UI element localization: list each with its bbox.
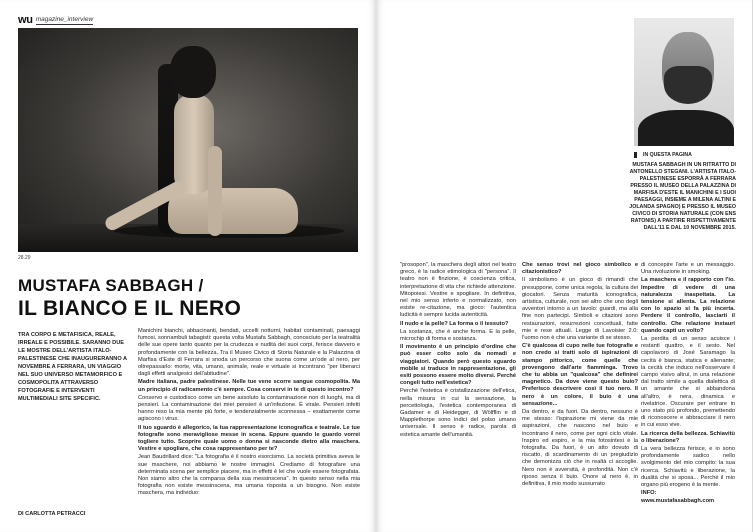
article-title-line1: MUSTAFA SABBAGH /	[18, 276, 204, 295]
interview-question: La ricerca della bellezza. Schiavitù o liberazione?	[641, 430, 735, 444]
info-label: INFO:	[641, 490, 657, 497]
interview-answer: Il simbolismo è un gioco di rimandi che presuppone, come unica regola, la cultura dei giocatori. Senza maturità iconografica, artistica, culturale, non sei altro che uno degli avventori intorno a un tavolo: guardi, ma alla fine non partecipi. Simboli e citazioni sono restaurazioni, resurrezioni concettuali, fatte mie e rese attuali. Legge di Lavoisier 2.0: l'uomo non è che una variante di se stesso.	[522, 277, 638, 342]
interview-question: Che senso trovi nel gioco simbolico e citazionistico?	[522, 262, 638, 276]
info-url: www.mustafasabbagh.com	[641, 497, 715, 504]
interview-answer: Perché l'estetica è cristallizzazione dell'etica, nella misura in cui la sensazione, la percettologia, l'estetica contemporanea di Gadamer e di Heidegger, di Wölfflin e di Mapplethorpe sono indici del polso umano universale. Il senso è radice, parola di estetica amante dell'umanità.	[400, 388, 516, 438]
interview-question: C'è qualcosa di cupo nelle tue fotografie e non credo si tratti solo di ispirazioni di stampo pittorico, come quelle che provengono dall'arte fiamminga. Trovo che tu abbia un "qualcosa" che definirei magnetico. Da dove viene questo buio? Preferisco descrivere così il tuo nero. Il nero è un colore, il buio è una sensazione...	[522, 343, 638, 407]
interview-answer: La perdita di un senso acuisce i restanti quattro, e il sesto. Nel capolavoro di José Saramago la cecità è bianca, statica e alienante; la cecità che induco nell'osservare il campo visivo altrui, in una relazione dal tratto simile a quella dialettica di un amante che si abbandona all'altro, è nera, dinamica e rivelatrice. Oscurare per entrare in uno stato più profondo, premettendo di riconoscere e abbracciare il nero in cui esso vive.	[641, 336, 735, 429]
article-column-2	[522, 262, 638, 489]
magazine-logo: wu	[18, 14, 33, 26]
left-page	[0, 0, 376, 532]
article-title-line2: IL BIANCO E IL NERO	[18, 297, 242, 320]
figure-head	[170, 46, 216, 98]
interview-answer: "prosopon", la maschera degli attori nel teatro greco, è la radice etimologica di "persona". Il teatro non è finzione, è coscienza critica, interpretazione di vita che richiede attenzione. Mitopoiesi. Vestire e spogliare. In definitiva, nel mio senso inferto e normalizzato, non esiste re-citazione, ma gioco: l'autentica ludicità è sempre lucida autenticità.	[400, 262, 516, 319]
article-column-intro	[138, 328, 360, 499]
portrait-caption: MUSTAFA SABBAGH IN UN RITRATTO DI ANTONELLO STEGANI. L'ARTISTA ITALO-PALESTINESE ESPORRÀ A FERRARA PRESSO IL MUSEO DELLA PALAZZINA DI MARFISA D'ESTE IL MANICHINI E I SUOI PAESAGGI, INSIEME A MILENA ALTINI E JOLANDA SPAGNO) E PRESSO IL MUSEO CIVICO DI STORIA NATURALE (CON ENS RATONIS) A PARTIRE RISPETTIVAMENTE DALL'11 E DAL 10 NOVEMBRE 2015.	[629, 162, 736, 231]
article-standfirst: TRA CORPO E METAFISICA, REALE, IRREALE E POSSIBILE. SARANNO DUE LE MOSTRE DELL'ARTISTA ITALO-PALESTINESE CHE INAUGURERANNO A NOVEMBRE A FERRARA, UN VIAGGIO NEL SUO UNIVERSO METAMORFICO E COSMOPOLITA ATTRAVERSO FOTOGRAFIE E INTERVENTI MULTIMEDIALI SITE SPECIFIC.	[18, 332, 127, 402]
interview-question: La maschera e il rapporto con l'io. Impedire di vedere di una naturalezza inaspettata. La tensione si allenta. La relazione con lo spazio si fa più incerta. Perdere il controllo, lasciarti il controllo. Che relazione instauri quando capti un volto?	[641, 277, 735, 334]
interview-question: Il movimento è un principio d'ordine che può esser colto solo da nomadi e viaggiatori. Quando però questo sguardo mobile si traduce in rappresentazione, gli esiti possono essere molto diversi. Perché congeli tutto nell'estetica?	[400, 344, 516, 387]
interview-answer: di concepire l'arte e un messaggio. Una rivoluzione in smoking.	[641, 262, 735, 276]
interview-answer: Conservo e custodisco come un bene assoluto la contaminazione non di luoghi, ma di pensieri. La contaminazione dei miei pensieri è un'infezione. È virale. Pensieri infetti hanno reso la mia mente più forte, e tendenzialmente sconnessa – esattamente come agiscono i virus.	[138, 394, 360, 423]
right-page	[376, 0, 752, 532]
info-block	[641, 490, 735, 504]
caption-heading: IN QUESTA PAGINA	[634, 152, 692, 158]
intro-paragraph: Manichini bianchi, abbacinanti, bendati, uccelli notturni, habitat contaminati, paesaggi fumosi, sonnambuli tabagisti: questa volta Mustafa Sabbagh, conosciuto per la teatralità delle sue opere tanto quanto per la crudezza e nudità dei suoi corpi, ferisce davvero e profondamente con la bellezza. Tra il Museo Civico di Storia Naturale e la Palazzina di Marfisa d'Este di Ferrara si snoda un percorso che suona come un'ode al nero, per oltrepassarlo: morte, vita, umano, animale, reale e virtuale si incontrano "per liberarci dagli effetti analgesici dell'abitudine".	[138, 328, 360, 378]
figure-arm-right	[208, 146, 222, 236]
interview-question: Madre italiana, padre palestinese. Nelle tue vene scorre sangue cosmopolita. Ma un principio di radicamento c'è sempre. Cosa conservi in te di questo incontro?	[138, 379, 360, 393]
artist-portrait-photo	[634, 18, 734, 146]
portrait-beard	[664, 66, 712, 104]
interview-answer: Jean Baudrillard dice: "La fotografia è il nostro esorcismo. La società primitiva aveva le sue maschere, noi abbiamo le nostre immagini. Crediamo di fotografare una determinata scena per semplice piacere, ma in effetti è lei che vuole essere fotografata. Non siamo altro che la comparsa della sua messinscena". In questo senso nella mia fotografia non esiste messinscena, ma umana risposta a un bisogno. Non esiste maschera, ma individuo:	[138, 454, 360, 497]
artwork-photo	[18, 28, 358, 252]
interview-answer: Da dentro, e da fuori. Da dentro, nessuno è me stesso: l'ispirazione mi viene da mie aspirazioni, che nascono nel buio e incontrano il nero, come per ogni ciclo vitale. Inspiro ed espiro, e la mia fotosintesi è la fotografia. Da fuori, è un atto dovuto di riscatto, di scardinamento di un pregiudizio che demonizza ciò che in realtà ci accoglie. Nero non è avversità, è profondità. Non c'è riposo senza il buio. Onore al nero è, in definitiva, il mio modo sussurrato	[522, 409, 638, 488]
interview-question: Il tuo sguardo è allegorico, la tua rappresentazione iconografica e teatrale. Le tue fotografie sono meravigliose messe in scena. Eppure quando le guardo vorrei togliere tutto. Scoprire quale uomo o donna si nasconde dietro alla maschera. Vestire e spogliare, che cosa rappresentano per te?	[138, 424, 360, 453]
article-column-1	[400, 262, 516, 440]
article-byline: DI CARLOTTA PETRACCI	[18, 511, 86, 517]
section-label: magazine_interview	[35, 15, 94, 23]
interview-answer: La sostanza, che è anche forma. E la pelle, microchip di forma e sostanza.	[400, 328, 516, 343]
portrait-shoulders	[638, 110, 734, 146]
figure-legs	[168, 188, 298, 234]
interview-question: Il nudo e la pelle? La forma o il tessuto?	[400, 320, 509, 327]
interview-answer: La vera bellezza ferisce, e io sono profondamente sadico nello svolgimento del mio compito: la sua ricerca. Schiavitù e liberazione, la dualità che si sposa... Perché il mio organo più erogeno è la mente.	[641, 446, 735, 489]
article-column-3	[641, 262, 735, 506]
section-tag	[18, 14, 93, 26]
page-number: 28.29	[18, 255, 31, 261]
